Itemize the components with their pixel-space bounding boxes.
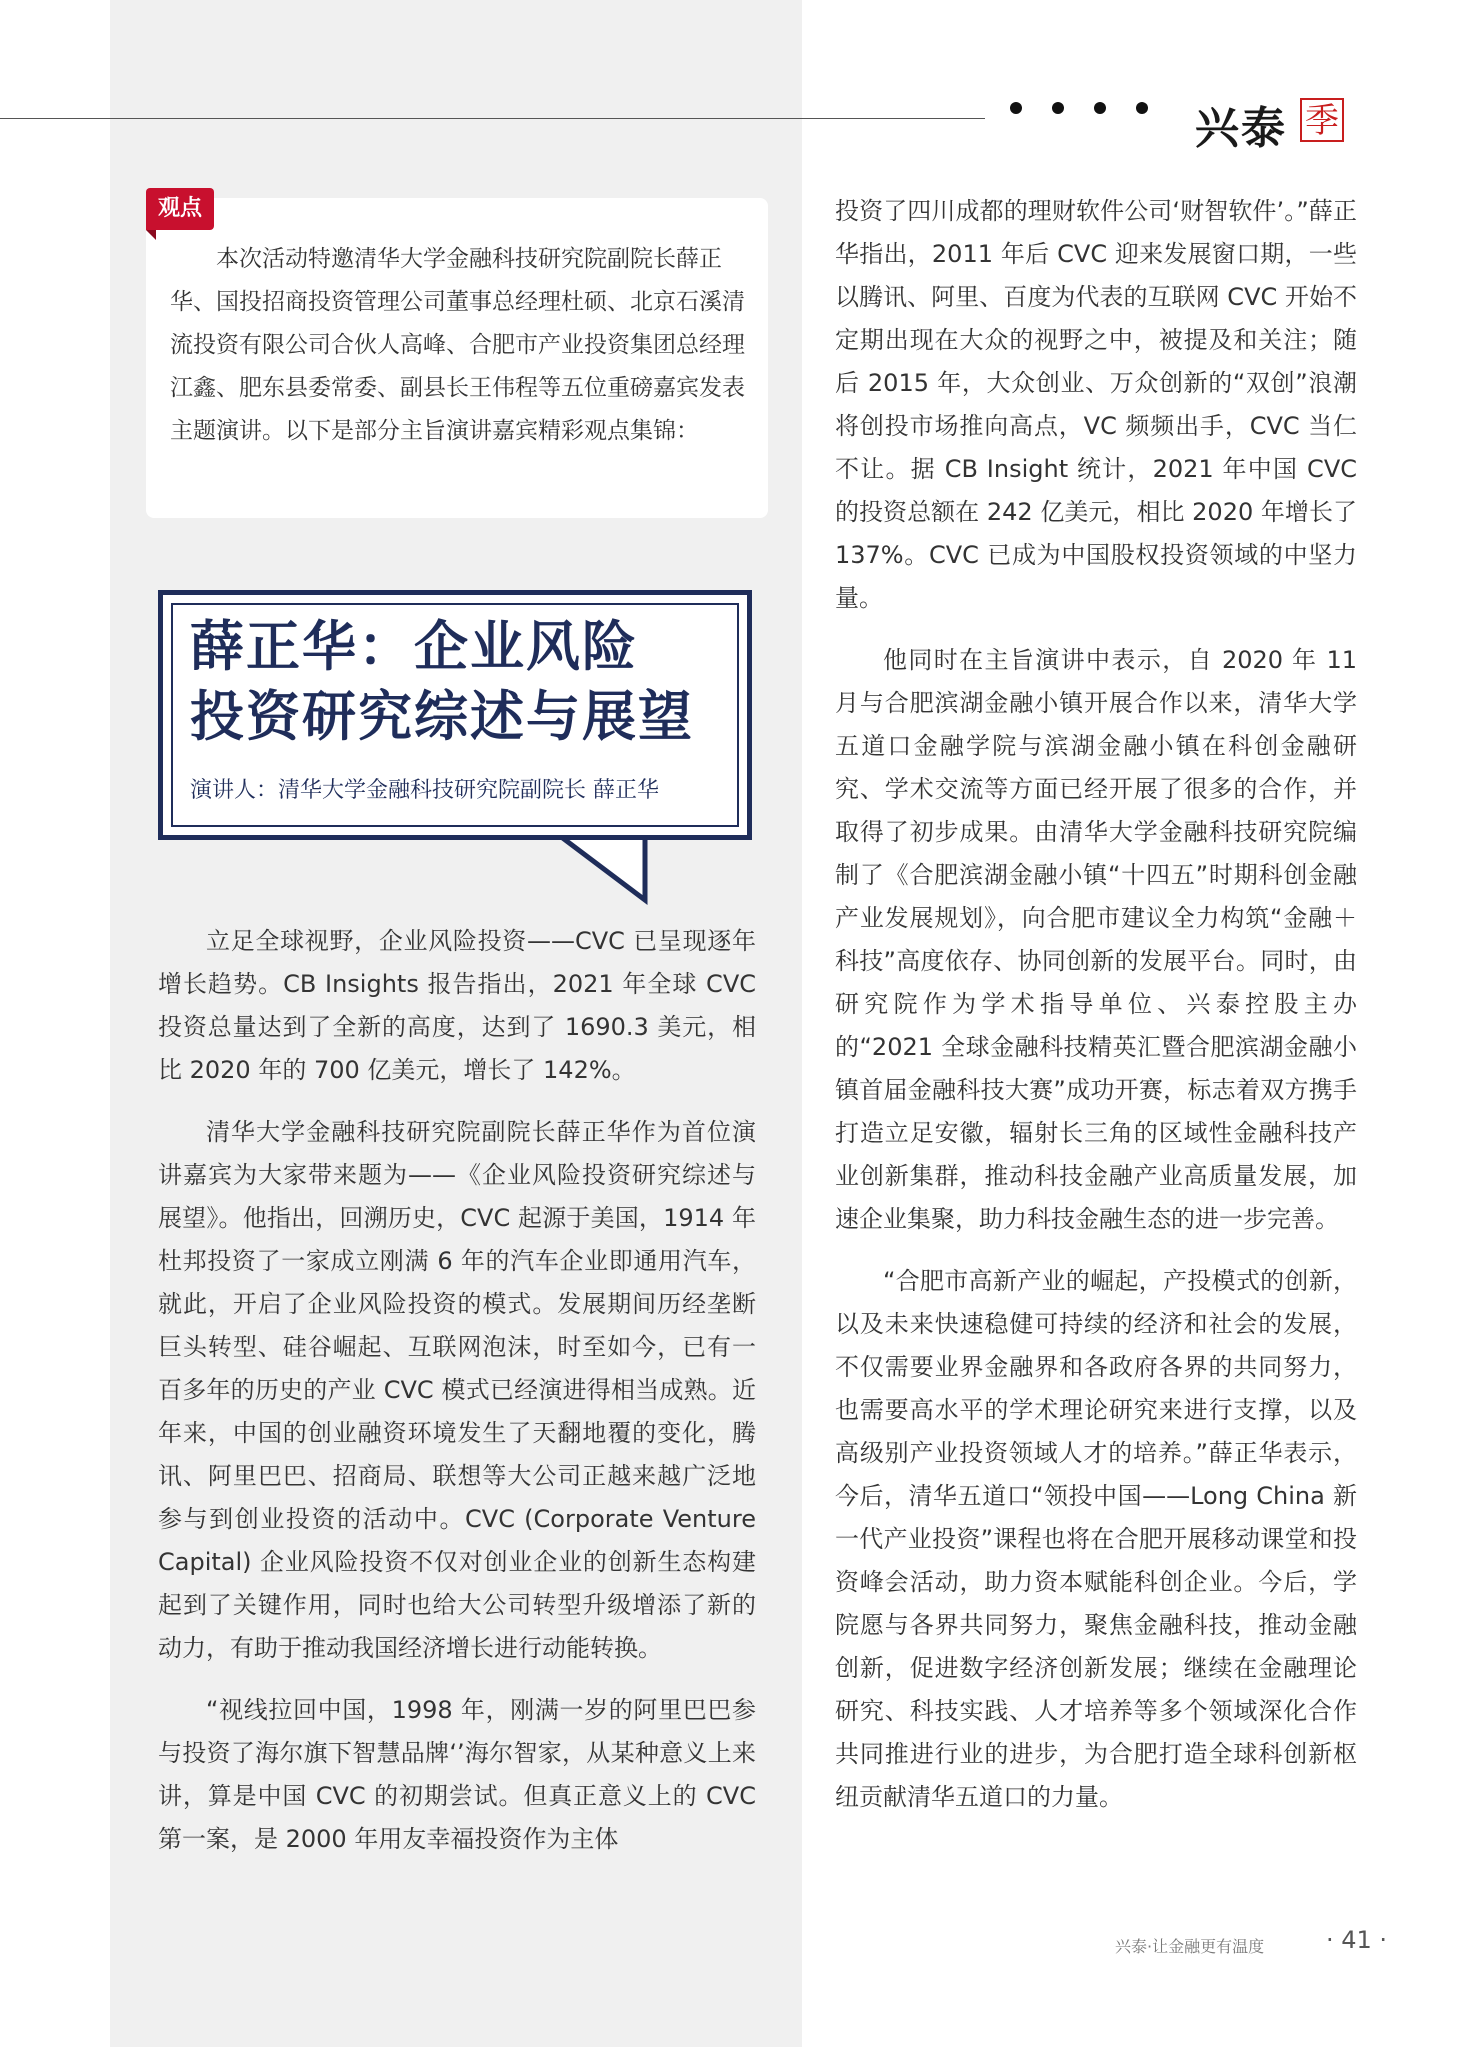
paragraph: 清华大学金融科技研究院副院长薛正华作为首位演讲嘉宾为大家带来题为——《企业风险投资研究综述与展望》。他指出，回溯历史，CVC 起源于美国，1914 年杜邦投资了一家成立刚满 6 年的汽车企业即通用汽车，就此，开启了企业风险投资的模式。发展期间历经垄断巨头转型、硅谷崛起、互联网泡沫，时至如今，已有一百多年的历史的产业 CVC 模式已经演进得相当成熟。近年来，中国的创业融资环境发生了天翻地覆的变化，腾讯、阿里巴巴、招商局、联想等大公司正越来越广泛地参与到创业投资的活动中。CVC (Corporate Venture Capital) 企业风险投资不仅对创业企业的创新生态构建起到了关键作用，同时也给大公司转型升级增添了新的动力，有助于推动我国经济增长进行动能转换。 (158, 1118, 756, 1662)
paragraph: 他同时在主旨演讲中表示，自 2020 年 11 月与合肥滨湖金融小镇开展合作以来，清华大学五道口金融学院与滨湖金融小镇在科创金融研究、学术交流等方面已经开展了很多的合作，并取得了初步成果。由清华大学金融科技研究院编制了《合肥滨湖金融小镇“十四五”时期科创金融产业发展规划》，向合肥市建议全力构筑“金融＋科技”高度依存、协同创新的发展平台。同时，由研究院作为学术指导单位、兴泰控股主办的“2021 全球金融科技精英汇暨合肥滨湖金融小镇首届金融科技大赛”成功开赛，标志着双方携手打造立足安徽，辐射长三角的区域性金融科技产业创新集群，推动科技金融产业高质量发展，加速企业集聚，助力科技金融生态的进一步完善。 (835, 646, 1357, 1233)
magazine-brand: 兴泰 (1195, 103, 1287, 154)
dot-icon (1136, 102, 1148, 114)
page-number: · 41 · (1326, 1926, 1388, 1954)
header-dots (1010, 102, 1148, 114)
right-column (835, 190, 1357, 1838)
viewpoint-tag: 观点 (146, 188, 214, 230)
dot-icon (1094, 102, 1106, 114)
speech-title-line2: 投资研究综述与展望 (190, 685, 694, 748)
speech-title-line1: 薛正华：企业风险 (190, 615, 638, 678)
speaker-line: 演讲人：清华大学金融科技研究院副院长 薛正华 (190, 778, 659, 803)
intro-text: 本次活动特邀清华大学金融科技研究院副院长薛正华、国投招商投资管理公司董事总经理杜硕、北京石溪清流投资有限公司合伙人高峰、合肥市产业投资集团总经理江鑫、肥东县委常委、副县长王伟程等五位重磅嘉宾发表主题演讲。以下是部分主旨演讲嘉宾精彩观点集锦： (170, 246, 745, 444)
paragraph: “合肥市高新产业的崛起，产投模式的创新，以及未来快速稳健可持续的经济和社会的发展，不仅需要业界金融界和各政府各界的共同努力，也需要高水平的学术理论研究来进行支撑，以及高级别产业投资领域人才的培养。”薛正华表示，今后，清华五道口“领投中国——Long China 新一代产业投资”课程也将在合肥开展移动课堂和投资峰会活动，助力资本赋能科创企业。今后，学院愿与各界共同努力，聚焦金融科技，推动金融创新，促进数字经济创新发展；继续在金融理论研究、科技实践、人才培养等多个领域深化合作共同推进行业的进步，为合肥打造全球科创新枢纽贡献清华五道口的力量。 (835, 1267, 1357, 1811)
dot-icon (1052, 102, 1064, 114)
dot-icon (1010, 102, 1022, 114)
paragraph: 立足全球视野，企业风险投资——CVC 已呈现逐年增长趋势。CB Insights 报告指出，2021 年全球 CVC 投资总量达到了全新的高度，达到了 1690.3 美元，相比 2020 年的 700 亿美元，增长了 142%。 (158, 927, 756, 1084)
footer-slogan: 兴泰·让金融更有温度 (1115, 1937, 1265, 1956)
header-rule (0, 118, 985, 119)
left-column (158, 920, 756, 1880)
seal-logo: 季 (1300, 98, 1344, 142)
paragraph: “视线拉回中国，1998 年，刚满一岁的阿里巴巴参与投资了海尔旗下智慧品牌‘’海尔智家，从某种意义上来讲，算是中国 CVC 的初期尝试。但真正意义上的 CVC 第一案，是 2000 年用友幸福投资作为主体 (158, 1696, 756, 1853)
speech-title (190, 612, 730, 752)
paragraph: 投资了四川成都的理财软件公司‘财智软件’。”薛正华指出，2011 年后 CVC 迎来发展窗口期，一些以腾讯、阿里、百度为代表的互联网 CVC 开始不定期出现在大众的视野之中，被提及和关注；随后 2015 年，大众创业、万众创新的“双创”浪潮将创投市场推向高点，VC 频频出手，CVC 当仁不让。据 CB Insight 统计，2021 年中国 CVC 的投资总额在 242 亿美元，相比 2020 年增长了 137%。CVC 已成为中国股权投资领域的中坚力量。 (835, 197, 1357, 612)
